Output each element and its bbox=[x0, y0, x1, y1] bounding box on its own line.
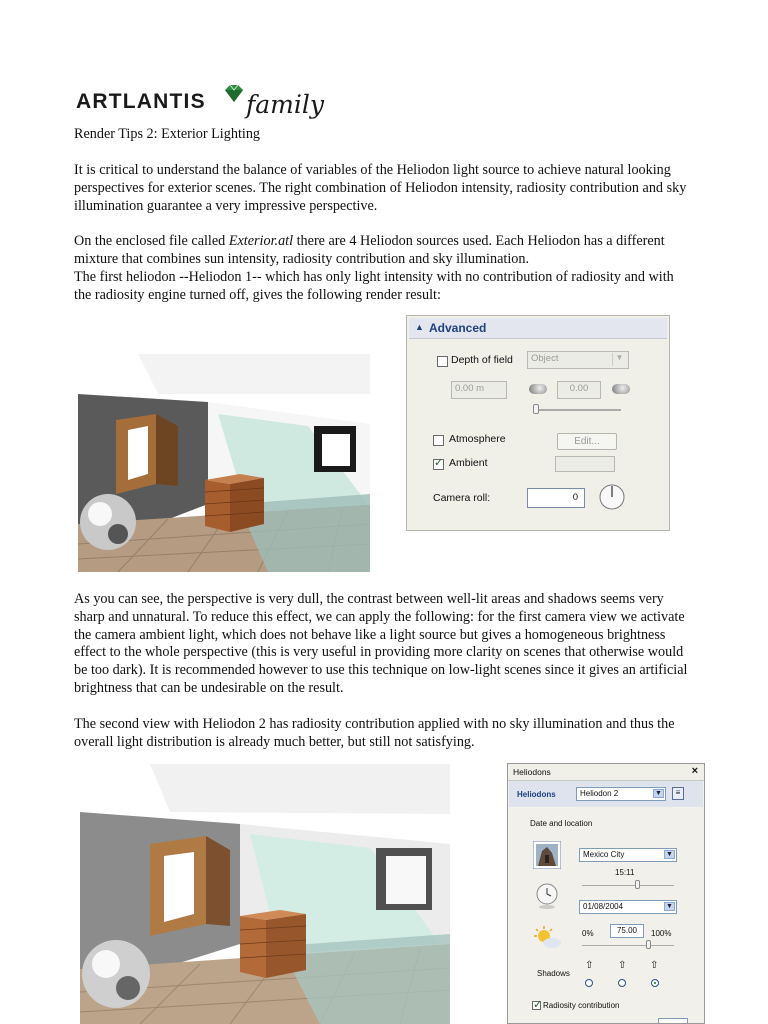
heliodons-panel bbox=[507, 763, 705, 1024]
atmosphere-checkbox[interactable] bbox=[433, 435, 444, 446]
atmosphere-label: Atmosphere bbox=[449, 433, 506, 445]
list-icon[interactable]: ≡ bbox=[672, 787, 684, 800]
focus-slider-thumb[interactable] bbox=[533, 404, 539, 414]
heliodons-title: Heliodons bbox=[513, 767, 551, 777]
heliodon2-paragraph: The second view with Heliodon 2 has radiosity contribution applied with no sky illumination and thus the overall light distribution is already much better, but still not satisfying. bbox=[74, 716, 675, 750]
chevron-down-icon: ▼ bbox=[664, 850, 675, 859]
aperture-knob-icon[interactable] bbox=[612, 384, 630, 394]
shadows-label: Shadows bbox=[537, 969, 570, 978]
intensity-max-label: 100% bbox=[651, 929, 672, 938]
heliodons-label: Heliodons bbox=[517, 790, 556, 799]
file-text-after: there are 4 Heliodon sources used. Each Heliodon has a different mixture that combines sun intensity, radiosity contribution and sky illumination. bbox=[74, 233, 665, 267]
heliodons-titlebar bbox=[508, 764, 704, 781]
city-select-value: Mexico City bbox=[583, 850, 625, 859]
intro-paragraph: It is critical to understand the balance of variables of the Heliodon light source to achieve natural looking perspectives for exterior scenes. The right combination of Heliodon intensity, radiosity contribution and sky illumination guarantee a very impressive perspective. bbox=[74, 162, 687, 214]
intensity-slider-thumb[interactable] bbox=[646, 940, 651, 949]
time-value: 15:11 bbox=[615, 868, 635, 877]
file-name: Exterior.atl bbox=[228, 233, 294, 249]
page-title: Render Tips 2: Exterior Lighting bbox=[74, 126, 261, 142]
city-select[interactable] bbox=[579, 848, 677, 862]
focus-knob-icon[interactable] bbox=[529, 384, 547, 394]
camera-roll-label: Camera roll: bbox=[433, 492, 491, 504]
aperture-field[interactable]: 0.00 bbox=[557, 381, 601, 399]
ambient-checkbox[interactable] bbox=[433, 459, 444, 470]
artlantis-logo bbox=[76, 84, 326, 124]
shadow-soft-radio[interactable] bbox=[618, 979, 626, 987]
depth-of-field-select[interactable] bbox=[527, 351, 629, 369]
dull-perspective-paragraph: As you can see, the perspective is very dull, the contrast between well-lit areas and shadows seems very sharp and unnatural. To reduce this effect, we can apply the following: for the first camera view we activate the camera ambient light, which does not behave like a light source but gives a homogeneous brightness effect to the whole perspective (this is very useful in providing more clarity on scenes that otherwise would be too dark). It is recommended however to use this technique on low-light scenes since it gives an artificial brightness that can be undesirable on the result. bbox=[74, 591, 688, 696]
shadow-none-radio[interactable] bbox=[585, 979, 593, 987]
camera-roll-dial-icon[interactable] bbox=[598, 483, 626, 511]
radiosity-field[interactable] bbox=[658, 1018, 688, 1024]
focus-slider-track[interactable] bbox=[535, 409, 621, 411]
collapse-triangle-icon[interactable]: ▲ bbox=[415, 322, 424, 332]
render-heliodon-1-image bbox=[78, 354, 370, 572]
sun-cloud-icon bbox=[532, 926, 562, 950]
shadow-none-icon: ⇧ bbox=[585, 960, 594, 971]
intensity-min-label: 0% bbox=[582, 929, 594, 938]
atmosphere-edit-button[interactable]: Edit... bbox=[557, 433, 617, 450]
date-select-value: 01/08/2004 bbox=[583, 902, 624, 911]
advanced-panel bbox=[406, 315, 670, 531]
chevron-down-icon: ▼ bbox=[612, 353, 626, 366]
focus-distance-field[interactable]: 0.00 m bbox=[451, 381, 507, 399]
heliodon1-paragraph: The first heliodon --Heliodon 1-- which has only light intensity with no contribution of radiosity and with the radiosity engine turned off, gives the following render result: bbox=[74, 269, 674, 303]
depth-of-field-label: Depth of field bbox=[451, 354, 513, 366]
time-slider-thumb[interactable] bbox=[635, 880, 640, 889]
logo-family-script: family bbox=[246, 90, 324, 119]
intensity-slider-track[interactable] bbox=[582, 945, 674, 946]
camera-roll-input[interactable]: 0 bbox=[527, 488, 585, 508]
render-heliodon-2-image bbox=[80, 764, 450, 1024]
date-location-label: Date and location bbox=[530, 819, 593, 828]
radiosity-checkbox[interactable] bbox=[532, 1001, 541, 1010]
intensity-input[interactable]: 75.00 bbox=[610, 924, 644, 938]
shadow-hard-icon: ⇧ bbox=[650, 960, 659, 971]
heliodon-select-value: Heliodon 2 bbox=[580, 789, 619, 798]
location-photo-icon[interactable] bbox=[533, 841, 561, 869]
date-select[interactable] bbox=[579, 900, 677, 914]
advanced-header[interactable] bbox=[409, 318, 667, 339]
close-icon[interactable]: × bbox=[691, 765, 698, 777]
depth-of-field-checkbox[interactable] bbox=[437, 356, 448, 367]
ambient-color-swatch[interactable] bbox=[555, 456, 615, 472]
chevron-down-icon: ▼ bbox=[664, 902, 675, 911]
ambient-label: Ambient bbox=[449, 457, 488, 469]
time-slider-track[interactable] bbox=[582, 885, 674, 886]
radiosity-label: Radiosity contribution bbox=[543, 1001, 620, 1010]
clock-icon bbox=[535, 882, 559, 910]
file-text-before: On the enclosed file called bbox=[74, 233, 229, 249]
depth-of-field-select-value: Object bbox=[531, 353, 559, 364]
chevron-down-icon: ▼ bbox=[653, 789, 664, 798]
logo-wordmark: ARTLANTIS bbox=[76, 90, 206, 113]
advanced-title: Advanced bbox=[429, 321, 487, 335]
heliodon-select[interactable] bbox=[576, 787, 666, 801]
diamond-icon bbox=[222, 84, 246, 104]
file-paragraph bbox=[74, 233, 690, 269]
shadow-soft-icon: ⇧ bbox=[618, 960, 627, 971]
shadow-hard-radio[interactable] bbox=[651, 979, 659, 987]
